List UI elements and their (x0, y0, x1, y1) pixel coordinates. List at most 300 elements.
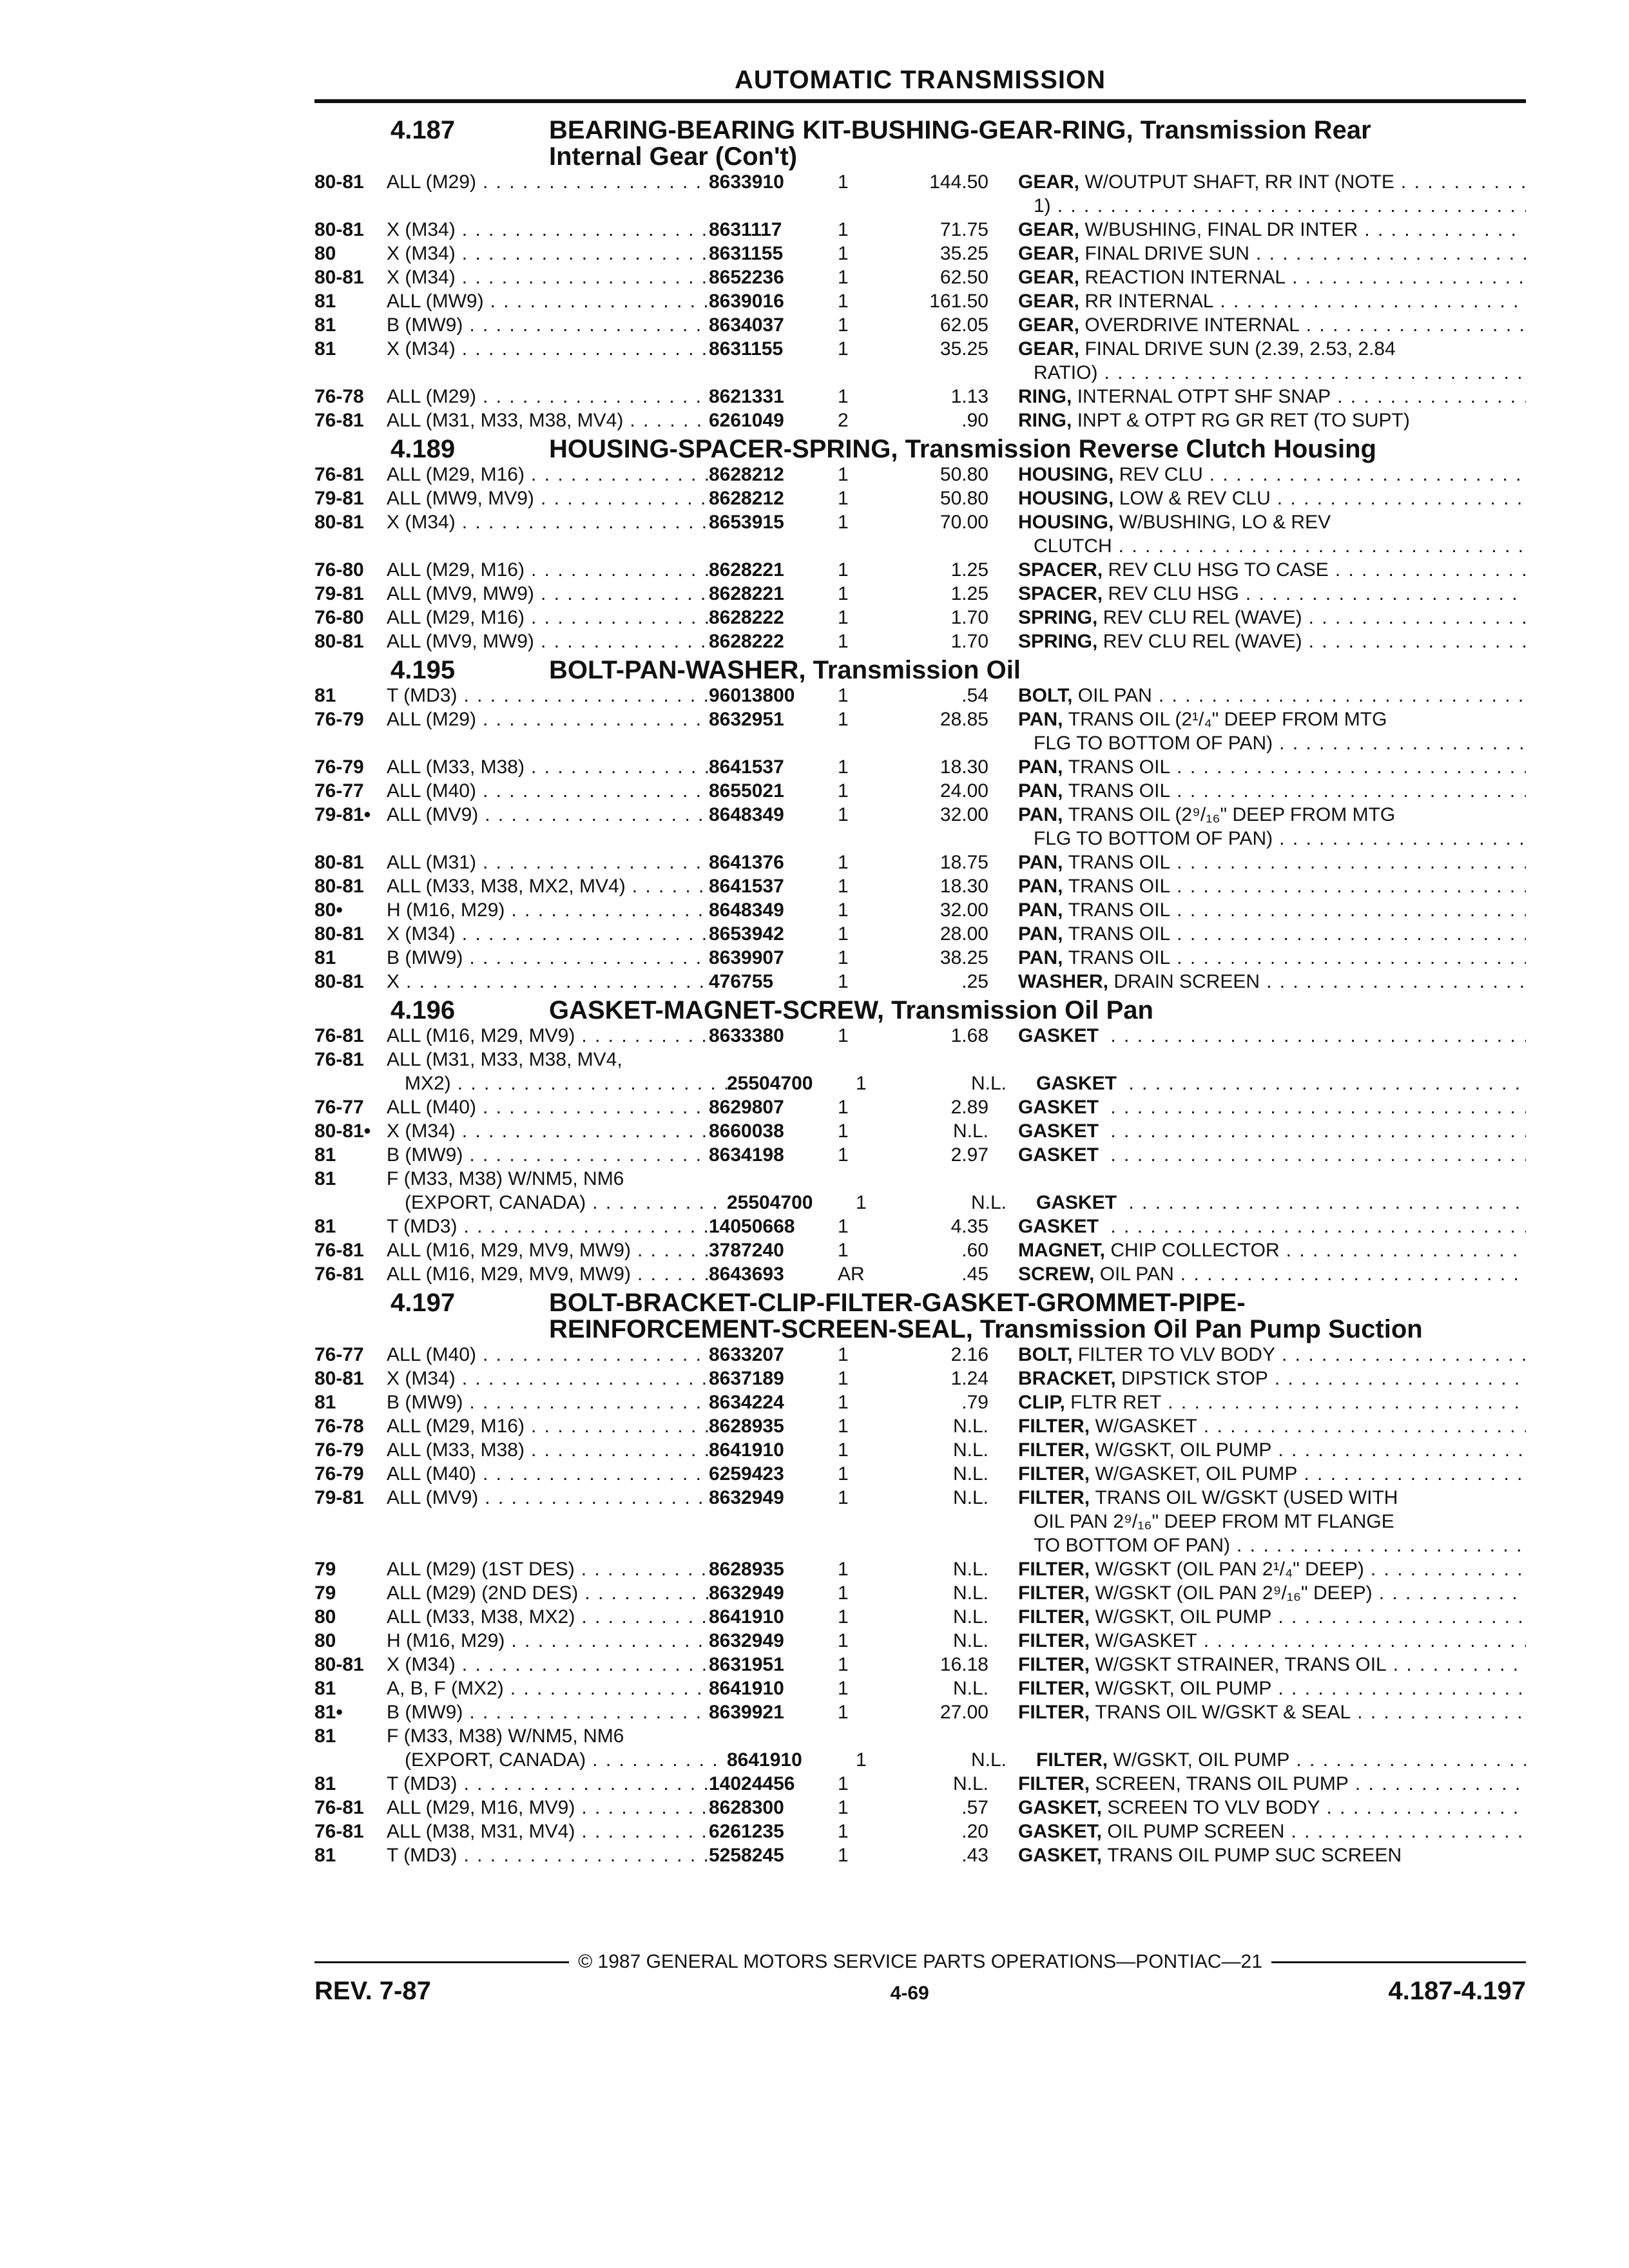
part-number (709, 534, 831, 558)
section-number: 4.195 (390, 656, 456, 684)
description-cell (1018, 1772, 1526, 1796)
quantity: 1 (838, 756, 849, 778)
part-number: 8634037 (709, 314, 784, 336)
model-text: A, B, F (MX2) (387, 1678, 504, 1699)
part-number: 25504700 (727, 1192, 813, 1213)
leader-dots (1170, 946, 1526, 970)
description-cell (1018, 755, 1526, 779)
model-cell (387, 1772, 709, 1796)
part-row (314, 1367, 1526, 1390)
description-cell (1018, 1605, 1526, 1629)
description-text: TRANS OIL (1068, 780, 1171, 802)
year-cell: 81 (314, 1144, 336, 1166)
description-text: SCREEN TO VLV BODY (1107, 1797, 1320, 1818)
part-row (314, 1119, 1526, 1143)
year-cell: 80-81 (314, 876, 364, 897)
description-cell (1018, 1262, 1526, 1286)
description-text: OIL PAN (1099, 1264, 1174, 1285)
quantity (831, 1533, 892, 1557)
leader-dots (463, 313, 709, 337)
price: 1.25 (950, 583, 988, 604)
description-cell (1018, 1024, 1526, 1048)
description-text: TRANS OIL W/GSKT (USED WITH (1095, 1487, 1398, 1508)
model-cell (387, 1262, 709, 1286)
year-cell: 81 (314, 338, 336, 360)
part-row (314, 313, 1526, 337)
part-number: 8628935 (709, 1559, 784, 1580)
description-text: TRANS OIL (1068, 947, 1171, 968)
model-cell (387, 242, 709, 265)
leader-dots (1275, 1343, 1526, 1367)
description-cell (1018, 606, 1526, 629)
description-text: CHIP COLLECTOR (1110, 1240, 1280, 1261)
price: 1.24 (950, 1368, 988, 1389)
year-cell: 80• (314, 899, 343, 921)
price: 32.00 (940, 899, 988, 921)
model-cell (387, 1748, 727, 1772)
year-cell: 80-81 (314, 1654, 364, 1675)
year-cell: 80-81• (314, 1120, 371, 1142)
leader-dots (525, 1438, 709, 1462)
model-cell (387, 170, 709, 194)
description-noun: SPRING, (1018, 607, 1098, 628)
model-text: X (M34) (387, 512, 456, 533)
leader-dots (1170, 874, 1526, 898)
year-cell: 79-81 (314, 583, 364, 604)
model-cell (387, 361, 709, 385)
part-number: 8641910 (709, 1439, 784, 1461)
quantity: 1 (838, 631, 849, 652)
part-number: 8641910 (709, 1606, 784, 1628)
leader-dots (1170, 850, 1526, 874)
price: N.L. (952, 1773, 988, 1794)
year-cell (314, 194, 387, 218)
quantity: 1 (838, 804, 849, 825)
description-cell (1018, 1167, 1526, 1191)
section-range: 4.187-4.197 (1388, 1977, 1526, 2005)
part-number: 8637189 (709, 1368, 784, 1389)
model-cell (387, 1143, 709, 1167)
price (892, 731, 1018, 755)
part-number (709, 1724, 831, 1748)
quantity: 1 (838, 780, 849, 802)
description-text: INTERNAL OTPT SHF SNAP (1077, 386, 1331, 407)
leader-dots (1302, 606, 1526, 629)
description-continuation: TO BOTTOM OF PAN) (1034, 1535, 1231, 1556)
year-cell: 81 (314, 1845, 336, 1866)
part-number: 8653942 (709, 923, 784, 945)
price: N.L. (952, 1582, 988, 1604)
price: .90 (961, 410, 988, 431)
year-cell: 81 (314, 1725, 336, 1747)
quantity: 1 (838, 1630, 849, 1651)
description-noun: GASKET (1036, 1192, 1117, 1213)
model-cell (387, 1343, 709, 1367)
description-noun: GEAR, (1018, 267, 1080, 288)
part-row (314, 1238, 1526, 1262)
model-cell (387, 534, 709, 558)
year-cell: 81• (314, 1702, 343, 1723)
description-continuation: 1) (1034, 195, 1051, 216)
leader-dots (400, 970, 709, 994)
description-text: TRANS OIL (1068, 899, 1171, 921)
section-number: 4.189 (390, 435, 456, 463)
part-row (314, 337, 1526, 361)
model-cell (387, 874, 709, 898)
model-text: T (MD3) (387, 685, 458, 706)
part-number: 8631117 (709, 219, 782, 240)
year-cell (314, 1533, 387, 1557)
leader-dots (1280, 1238, 1526, 1262)
price: 70.00 (940, 512, 988, 533)
section-title-line: BEARING-BEARING KIT-BUSHING-GEAR-RING, Transmission Rear (549, 116, 1371, 144)
leader-dots (586, 1191, 727, 1215)
year-cell: 81 (314, 1168, 336, 1189)
leader-dots (626, 874, 709, 898)
description-noun: GASKET, (1018, 1821, 1103, 1842)
model-cell (387, 629, 709, 653)
section-title (549, 997, 1526, 1024)
leader-dots (1271, 1677, 1526, 1700)
description-text: RR INTERNAL (1084, 291, 1214, 312)
quantity: 1 (838, 1120, 849, 1142)
description-text: OIL PAN (1077, 685, 1152, 706)
part-row (314, 361, 1526, 385)
description-text: REACTION INTERNAL (1084, 267, 1286, 288)
leader-dots (476, 707, 709, 731)
year-cell: 76-79 (314, 709, 364, 730)
year-cell: 76-78 (314, 1416, 364, 1437)
model-cell (387, 1048, 709, 1072)
catalog-section (314, 1290, 1526, 1867)
description-text: SCREEN, TRANS OIL PUMP (1095, 1773, 1349, 1794)
description-cell (1018, 707, 1526, 731)
leader-dots (1213, 289, 1526, 313)
part-number: 8652236 (709, 267, 784, 288)
model-cell (387, 1510, 709, 1533)
part-number: 25504700 (727, 1073, 813, 1094)
part-number: 8639921 (709, 1702, 784, 1723)
leader-dots (1104, 1095, 1526, 1119)
quantity: 1 (838, 267, 849, 288)
part-row (314, 1414, 1526, 1438)
part-number: 14024456 (709, 1773, 795, 1794)
leader-dots (456, 922, 709, 946)
model-cell (387, 1605, 709, 1629)
price: .57 (961, 1797, 988, 1818)
leader-dots (1122, 1072, 1526, 1095)
description-text: FINAL DRIVE SUN (1084, 243, 1249, 264)
quantity: 1 (838, 1463, 849, 1485)
description-noun: BRACKET, (1018, 1368, 1116, 1389)
description-text: W/BUSHING, LO & REV (1119, 512, 1331, 533)
leader-dots (456, 337, 709, 361)
model-text: X (M34) (387, 338, 456, 360)
quantity: 1 (838, 971, 849, 992)
year-cell (314, 361, 387, 385)
leader-dots (1349, 1772, 1526, 1796)
model-cell (387, 731, 709, 755)
model-cell (387, 1724, 709, 1748)
description-cell (1018, 731, 1526, 755)
price: N.L. (952, 1487, 988, 1508)
leader-dots (1249, 242, 1526, 265)
description-cell (1018, 582, 1526, 606)
leader-dots (1152, 684, 1526, 707)
quantity: 1 (838, 1797, 849, 1818)
model-cell (387, 850, 709, 874)
part-number (709, 1167, 831, 1191)
price: 2.89 (950, 1097, 988, 1118)
description-cell (1018, 629, 1526, 653)
description-cell (1018, 970, 1526, 994)
leader-dots (525, 1414, 709, 1438)
part-number: 8628212 (709, 464, 784, 485)
quantity: 1 (838, 1144, 849, 1166)
quantity (831, 1048, 892, 1072)
leader-dots (575, 1605, 709, 1629)
model-text: X (M34) (387, 1120, 456, 1142)
model-cell (387, 1700, 709, 1724)
model-cell (387, 463, 709, 486)
year-cell: 76-77 (314, 1344, 364, 1365)
year-cell (314, 827, 387, 850)
description-cell (1018, 385, 1526, 408)
description-cell (1018, 313, 1526, 337)
leader-dots (456, 242, 709, 265)
description-noun: FILTER, (1018, 1582, 1090, 1604)
description-noun: WASHER, (1018, 971, 1109, 992)
year-cell: 80-81 (314, 852, 364, 873)
model-cell (387, 1820, 709, 1843)
page-header (314, 63, 1526, 103)
leader-dots (1284, 1820, 1526, 1843)
leader-dots (1051, 194, 1526, 218)
part-row (314, 1820, 1526, 1843)
description-noun: PAN, (1018, 780, 1063, 802)
leader-dots (575, 1557, 709, 1581)
year-cell: 79-81• (314, 804, 371, 825)
quantity (831, 1724, 892, 1748)
description-noun: HOUSING, (1018, 488, 1114, 509)
part-number: 8648349 (709, 804, 784, 825)
catalog-section (314, 117, 1526, 432)
part-number: 8660038 (709, 1120, 784, 1142)
description-text: W/GSKT (OIL PAN 2⁹/₁₆" DEEP) (1095, 1582, 1373, 1604)
part-row (314, 1653, 1526, 1677)
model-cell (387, 1843, 709, 1867)
price: 161.50 (929, 291, 988, 312)
model-text: ALL (M29, M16) (387, 607, 525, 628)
model-text: ALL (M29) (387, 386, 476, 407)
description-cell (1018, 1796, 1526, 1820)
year-cell: 81 (314, 1678, 336, 1699)
section-number: 4.196 (390, 996, 456, 1024)
part-number: 8639907 (709, 947, 784, 968)
description-cell (1018, 1724, 1526, 1748)
part-row (314, 289, 1526, 313)
description-cell (1018, 946, 1526, 970)
leader-dots (1104, 1143, 1526, 1167)
description-text: LOW & REV CLU (1119, 488, 1271, 509)
part-number: 8633910 (709, 171, 784, 193)
description-noun: GEAR, (1018, 171, 1080, 193)
description-text: TRANS OIL (1068, 852, 1171, 873)
description-text: FINAL DRIVE SUN (2.39, 2.53, 2.84 (1084, 338, 1396, 360)
leader-dots (1268, 1367, 1526, 1390)
description-cell (1018, 874, 1526, 898)
description-noun: GASKET (1018, 1216, 1099, 1237)
year-cell: 80-81 (314, 631, 364, 652)
leader-dots (525, 463, 709, 486)
price: N.L. (952, 1416, 988, 1437)
footer-bottom (314, 1977, 1526, 2006)
description-cell (1018, 779, 1526, 803)
section-title-line: GASKET-MAGNET-SCREW, Transmission Oil Pan (549, 996, 1153, 1024)
quantity: AR (838, 1264, 865, 1285)
description-cell (1018, 337, 1526, 361)
part-row (314, 1262, 1526, 1286)
description-noun: HOUSING, (1018, 512, 1114, 533)
catalog-section (314, 997, 1526, 1286)
quantity: 1 (838, 1773, 849, 1794)
price: 71.75 (940, 219, 988, 240)
description-text: FLTR RET (1070, 1392, 1162, 1413)
model-cell (387, 1390, 709, 1414)
leader-dots (476, 779, 709, 803)
price (892, 361, 1018, 385)
model-cell (387, 922, 709, 946)
leader-dots (575, 1820, 709, 1843)
description-cell (1018, 242, 1526, 265)
year-cell (314, 534, 387, 558)
description-cell (1018, 194, 1526, 218)
part-number: 8655021 (709, 780, 784, 802)
model-text: ALL (M38, M31, MV4) (387, 1821, 575, 1842)
year-cell: 76-81 (314, 1240, 364, 1261)
part-row (314, 1629, 1526, 1653)
model-text: ALL (M29, M16) (387, 559, 525, 581)
leader-dots (1104, 1215, 1526, 1238)
description-text: W/GASKET (1095, 1630, 1197, 1651)
part-row (314, 1215, 1526, 1238)
year-cell: 81 (314, 947, 336, 968)
description-continuation: FLG TO BOTTOM OF PAN) (1034, 733, 1273, 754)
price: 4.35 (950, 1216, 988, 1237)
quantity (831, 194, 892, 218)
model-cell (387, 337, 709, 361)
price: 50.80 (940, 488, 988, 509)
part-row (314, 1438, 1526, 1462)
part-number: 5258245 (709, 1845, 784, 1866)
model-text: ALL (M33, M38) (387, 1439, 525, 1461)
page-footer (314, 1951, 1526, 2006)
leader-dots (1161, 1390, 1526, 1414)
leader-dots (476, 1343, 709, 1367)
description-noun: CLIP, (1018, 1392, 1065, 1413)
description-noun: GEAR, (1018, 243, 1080, 264)
model-cell (387, 558, 709, 582)
description-cell (1018, 850, 1526, 874)
part-number: 8633207 (709, 1344, 784, 1365)
quantity: 1 (838, 219, 849, 240)
year-cell: 80-81 (314, 971, 364, 992)
leader-dots (1104, 1119, 1526, 1143)
quantity: 1 (838, 1240, 849, 1261)
part-row (314, 1724, 1526, 1748)
model-cell (387, 582, 709, 606)
year-cell: 79 (314, 1582, 336, 1604)
part-row (314, 606, 1526, 629)
price: 62.05 (940, 314, 988, 336)
price: 2.16 (950, 1344, 988, 1365)
leader-dots (456, 1367, 709, 1390)
description-text: REV CLU (1119, 464, 1203, 485)
part-number: 8639016 (709, 291, 784, 312)
part-number (709, 1048, 831, 1072)
part-number: 8643693 (709, 1264, 784, 1285)
copyright-text: © 1987 GENERAL MOTORS SERVICE PARTS OPERATIONS—PONTIAC—21 (578, 1951, 1262, 1972)
year-cell: 76-81 (314, 1049, 364, 1070)
description-text: W/GSKT, OIL PUMP (1095, 1678, 1272, 1699)
leader-dots (534, 582, 709, 606)
price: 50.80 (940, 464, 988, 485)
leader-dots (1097, 361, 1526, 385)
quantity: 1 (838, 1344, 849, 1365)
part-number (709, 194, 831, 218)
model-cell (387, 827, 709, 850)
quantity: 1 (838, 1821, 849, 1842)
part-number: 8641910 (727, 1749, 802, 1771)
leader-dots (1273, 827, 1526, 850)
part-row (314, 1072, 1526, 1095)
model-cell (387, 1677, 709, 1700)
description-noun: GASKET (1018, 1097, 1099, 1118)
quantity: 1 (838, 583, 849, 604)
leader-dots (1170, 922, 1526, 946)
quantity (831, 1510, 892, 1533)
description-cell (1018, 1557, 1526, 1581)
leader-dots (623, 408, 709, 432)
quantity: 1 (838, 291, 849, 312)
description-text: W/GSKT (OIL PAN 2¹/₄" DEEP) (1095, 1559, 1364, 1580)
description-cell (1018, 1533, 1526, 1557)
part-row (314, 898, 1526, 922)
year-cell (314, 1072, 387, 1095)
description-cell (1018, 898, 1526, 922)
description-noun: PAN, (1018, 804, 1063, 825)
description-text: OVERDRIVE INTERNAL (1084, 314, 1300, 336)
part-row (314, 1700, 1526, 1724)
model-text: ALL (MV9, MW9) (387, 583, 534, 604)
leader-dots (1170, 898, 1526, 922)
model-cell (387, 1215, 709, 1238)
model-text: ALL (MW9, MV9) (387, 488, 534, 509)
leader-dots (1203, 463, 1526, 486)
part-number: 8629807 (709, 1097, 784, 1118)
price: .54 (961, 685, 988, 706)
description-text: REV CLU REL (WAVE) (1103, 631, 1302, 652)
year-cell: 80 (314, 1606, 336, 1628)
footer-rule-right (1271, 1961, 1526, 1963)
description-cell (1018, 289, 1526, 313)
price (892, 1724, 1018, 1748)
model-cell (387, 1024, 709, 1048)
section-heading (314, 1290, 1526, 1343)
year-cell: 76-81 (314, 410, 364, 431)
description-text: W/GSKT STRAINER, TRANS OIL (1095, 1654, 1387, 1675)
quantity: 2 (838, 410, 849, 431)
